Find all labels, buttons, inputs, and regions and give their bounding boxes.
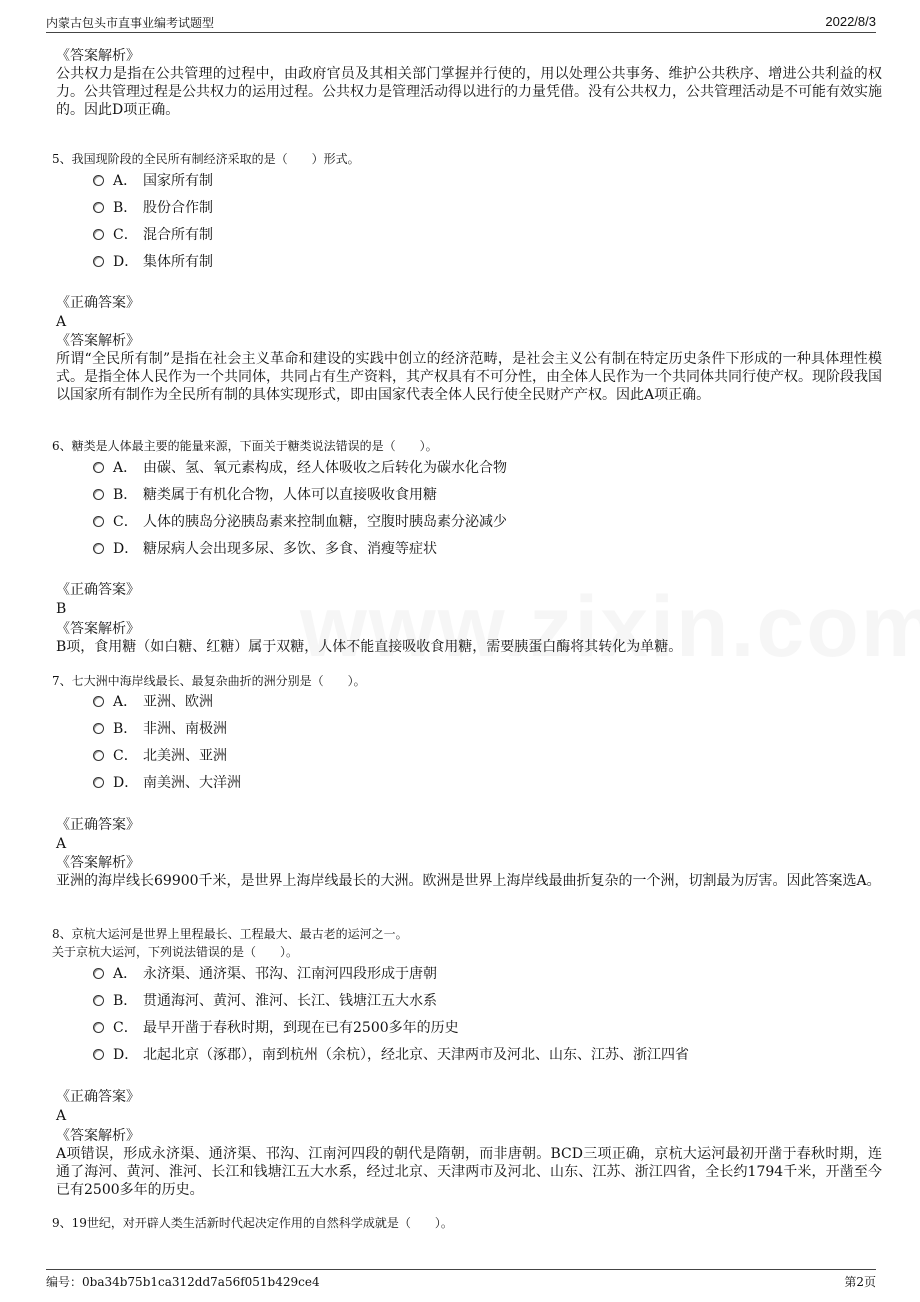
question-5-stem: 5、我国现阶段的全民所有制经济采取的是（ ）形式。 — [52, 152, 360, 166]
radio-icon[interactable] — [93, 968, 104, 979]
radio-icon[interactable] — [93, 1049, 104, 1060]
q7-option-b[interactable]: B． 非洲、南极洲 — [93, 719, 853, 739]
page-number: 第2页 — [844, 1275, 876, 1289]
q6-analysis: B项，食用糖（如白糖、红糖）属于双糖，人体不能直接吸收食用糖，需要胰蛋白酶将其转化为单糖。 — [56, 639, 683, 655]
radio-icon[interactable] — [93, 995, 104, 1006]
question-8-substem: 关于京杭大运河，下列说法错误的是（ ）。 — [52, 945, 299, 959]
header-divider — [46, 32, 876, 33]
radio-icon[interactable] — [93, 462, 104, 473]
radio-icon[interactable] — [93, 750, 104, 761]
q4-analysis: 公共权力是指在公共管理的过程中，由政府官员及其相关部门掌握并行使的，用以处理公共事务、维护公共秩序、增进公共利益的权力。公共管理过程是公共权力的运用过程。公共权力是管理活动得以进行的力量凭借。没有公共权力，公共管理活动是不可能有效实施的。因此D项正确。 — [56, 66, 882, 118]
radio-icon[interactable] — [93, 777, 104, 788]
radio-icon[interactable] — [93, 696, 104, 707]
q7-option-c[interactable]: C． 北美洲、亚洲 — [93, 746, 853, 766]
question-6-stem: 6、糖类是人体最主要的能量来源，下面关于糖类说法错误的是（ ）。 — [52, 439, 438, 453]
q7-option-d[interactable]: D． 南美洲、大洋洲 — [93, 773, 853, 793]
q7-analysis: 亚洲的海岸线长69900千米，是世界上海岸线最长的大洲。欧洲是世界上海岸线最曲折复杂的一个洲，切割最为厉害。因此答案选A。 — [56, 873, 881, 889]
radio-icon[interactable] — [93, 175, 104, 186]
radio-icon[interactable] — [93, 229, 104, 240]
analysis-label: 《答案解析》 — [56, 855, 140, 871]
document-code: 编号：0ba34b75b1ca312dd7a56f051b429ce4 — [46, 1275, 320, 1289]
q5-answer: A — [56, 314, 67, 330]
answer-label: 《正确答案》 — [56, 295, 140, 311]
q8-answer: A — [56, 1108, 67, 1124]
q5-option-a[interactable]: A． 国家所有制 — [93, 171, 853, 191]
q5-option-c[interactable]: C． 混合所有制 — [93, 225, 853, 245]
q6-option-b[interactable]: B． 糖类属于有机化合物，人体可以直接吸收食用糖 — [93, 485, 853, 505]
radio-icon[interactable] — [93, 202, 104, 213]
footer-divider — [46, 1269, 876, 1270]
question-9-stem: 9、19世纪，对开辟人类生活新时代起决定作用的自然科学成就是（ ）。 — [52, 1216, 453, 1230]
q5-analysis: 所谓“全民所有制”是指在社会主义革命和建设的实践中创立的经济范畴，是社会主义公有制在特定历史条件下形成的一种具体理性模式。是指全体人民作为一个共同体，共同占有生产资料，其产权具有不可分性，由全体人民作为一个共同体共同行使产权。现阶段我国以国家所有制作为全民所有制的具体实现形式，即由国家代表全体人民行使全民财产产权。因此A项正确。 — [56, 351, 882, 403]
q8-option-d[interactable]: D． 北起北京（涿郡），南到杭州（余杭），经北京、天津两市及河北、山东、江苏、浙江四省 — [93, 1045, 853, 1065]
analysis-label: 《答案解析》 — [56, 621, 140, 637]
document-title: 内蒙古包头市直事业编考试题型 — [46, 16, 215, 30]
q8-option-b[interactable]: B． 贯通海河、黄河、淮河、长江、钱塘江五大水系 — [93, 991, 853, 1011]
q6-option-c[interactable]: C． 人体的胰岛分泌胰岛素来控制血糖，空腹时胰岛素分泌减少 — [93, 512, 853, 532]
radio-icon[interactable] — [93, 1022, 104, 1033]
q6-option-d[interactable]: D． 糖尿病人会出现多尿、多饮、多食、消瘦等症状 — [93, 539, 853, 559]
answer-label: 《正确答案》 — [56, 582, 140, 598]
analysis-label: 《答案解析》 — [56, 333, 140, 349]
radio-icon[interactable] — [93, 516, 104, 527]
q8-option-a[interactable]: A． 永济渠、通济渠、邗沟、江南河四段形成于唐朝 — [93, 964, 853, 984]
analysis-label: 《答案解析》 — [56, 1128, 140, 1144]
answer-label: 《正确答案》 — [56, 1089, 140, 1105]
q8-analysis: A项错误，形成永济渠、通济渠、邗沟、江南河四段的朝代是隋朝，而非唐朝。BCD三项正确，京杭大运河最初开凿于春秋时期，连通了海河、黄河、淮河、长江和钱塘江五大水系，经过北京、天津两市及河北、山东、江苏、浙江四省，全长约1794千米，开凿至今已有2500多年的历史。 — [56, 1146, 882, 1198]
q5-option-d[interactable]: D． 集体所有制 — [93, 252, 853, 272]
question-7-stem: 7、七大洲中海岸线最长、最复杂曲折的洲分别是（ ）。 — [52, 674, 366, 688]
q5-option-b[interactable]: B． 股份合作制 — [93, 198, 853, 218]
q6-option-a[interactable]: A． 由碳、氢、氧元素构成，经人体吸收之后转化为碳水化合物 — [93, 458, 853, 478]
radio-icon[interactable] — [93, 543, 104, 554]
page-footer — [46, 1273, 876, 1291]
radio-icon[interactable] — [93, 723, 104, 734]
document-date: 2022/8/3 — [825, 14, 876, 29]
q7-answer: A — [56, 836, 67, 852]
q8-option-c[interactable]: C． 最早开凿于春秋时期，到现在已有2500多年的历史 — [93, 1018, 853, 1038]
question-8-stem: 8、京杭大运河是世界上里程最长、工程最大、最古老的运河之一。 — [52, 927, 408, 941]
radio-icon[interactable] — [93, 489, 104, 500]
radio-icon[interactable] — [93, 256, 104, 267]
q7-option-a[interactable]: A． 亚洲、欧洲 — [93, 692, 853, 712]
q6-answer: B — [56, 601, 67, 617]
analysis-label: 《答案解析》 — [56, 48, 140, 64]
answer-label: 《正确答案》 — [56, 817, 140, 833]
